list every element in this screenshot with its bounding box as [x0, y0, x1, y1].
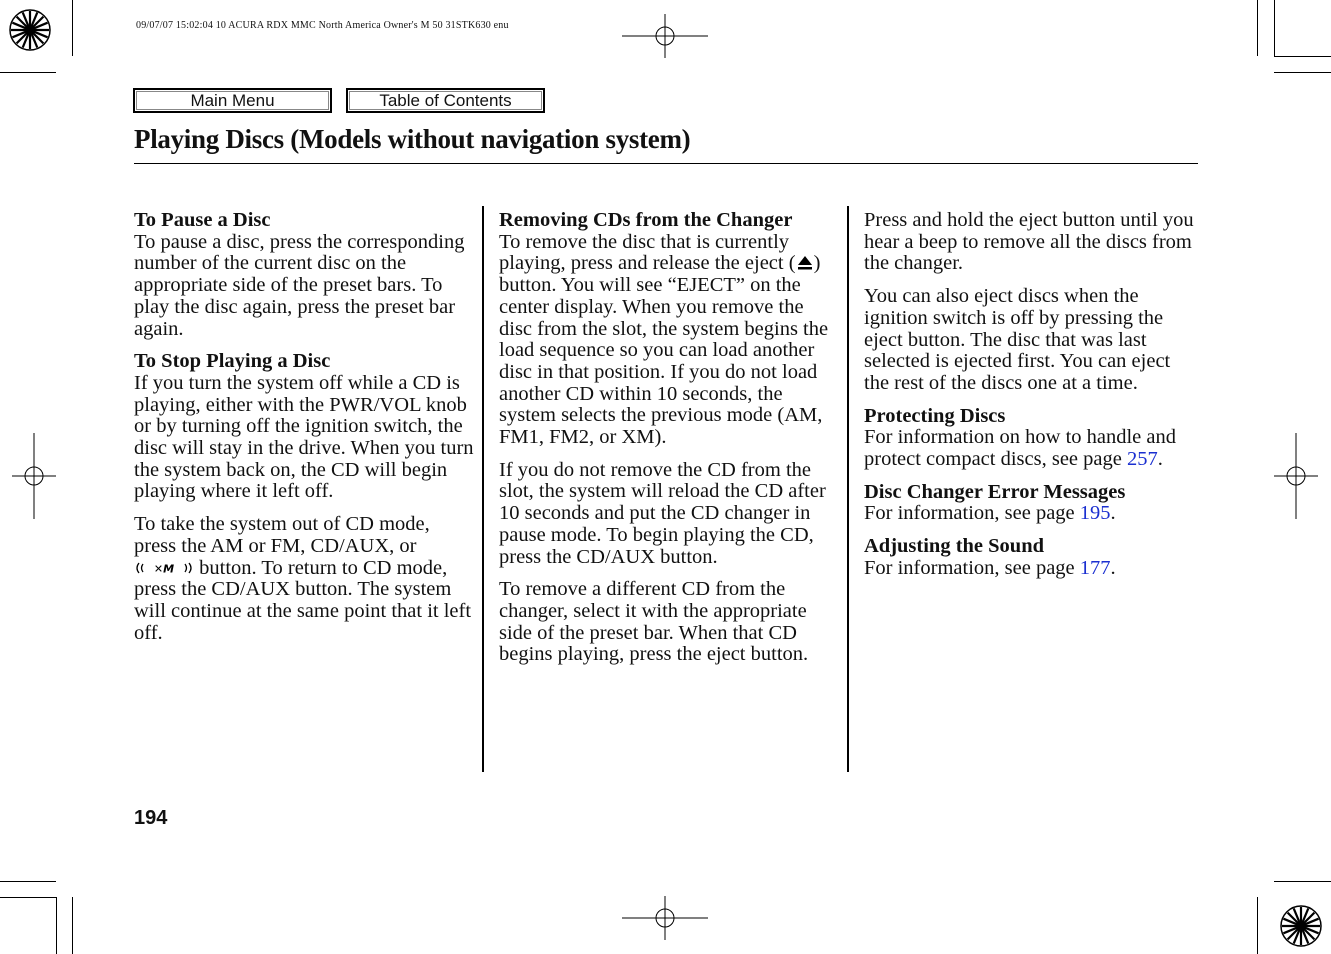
crop-line	[72, 897, 73, 954]
paragraph-text: To take the system out of CD mode, press the AM or FM, CD/AUX, or	[134, 513, 430, 557]
crop-line	[0, 72, 56, 73]
section-adjusting-sound	[864, 536, 1198, 579]
section-text	[864, 427, 1198, 470]
section-protecting-discs	[864, 406, 1198, 471]
section-error-messages	[864, 482, 1198, 525]
section-text	[864, 558, 1198, 580]
section-removing-cds	[499, 210, 834, 449]
section-text	[499, 232, 834, 449]
xm-radio-icon	[134, 558, 194, 580]
punctuation: .	[1157, 448, 1163, 471]
page-link-195[interactable]: 195	[1079, 502, 1111, 525]
svg-text:✕M: ✕M	[153, 562, 175, 575]
crop-line	[56, 897, 57, 954]
crop-line	[0, 881, 56, 882]
column-3	[864, 210, 1198, 591]
section-stop-disc	[134, 351, 474, 503]
paragraph-text: To remove the disc that is currently playing, press and release the eject (	[499, 230, 796, 275]
eject-icon	[796, 253, 814, 275]
crop-line	[72, 0, 73, 56]
section-text: If you turn the system off while a CD is playing, either with the PWR/VOL knob or by turning off the ignition switch, the disc will stay in the drive. When you turn the system back on, the CD will begin playing where it left off.	[134, 371, 474, 503]
punctuation: .	[1110, 556, 1116, 579]
eject-all-paragraph: Press and hold the eject button until you hear a beep to remove all the discs from the changer.	[864, 209, 1194, 275]
crosshair-mark-left	[12, 433, 56, 519]
reload-paragraph: If you do not remove the CD from the slot, the system will reload the CD after 10 seconds and put the CD changer in pause mode. To begin playing the CD, press the CD/AUX button.	[499, 458, 826, 568]
print-slug: 09/07/07 15:02:04 10 ACURA RDX MMC North America Owner's M 50 31STK630 enu	[136, 20, 509, 31]
column-divider	[482, 206, 484, 772]
table-of-contents-button[interactable]: Table of Contents	[346, 88, 545, 113]
paragraph-text: ) button. You will see “EJECT” on the center display. When you remove the disc from the slot, the system begins the load sequence so you can load another disc in that position. If you do not load another CD within 10 seconds, the system selects the previous mode (AM, FM1, FM2, or XM).	[499, 252, 829, 449]
crosshair-mark-top	[622, 14, 708, 58]
crop-line	[1257, 897, 1258, 954]
section-text	[864, 503, 1198, 525]
section-heading: Disc Changer Error Messages	[864, 480, 1126, 503]
punctuation: .	[1110, 502, 1116, 525]
cd-mode-paragraph	[134, 514, 474, 644]
section-heading: To Pause a Disc	[134, 209, 271, 231]
crop-line	[1274, 881, 1331, 882]
title-divider	[134, 163, 1198, 164]
page-link-177[interactable]: 177	[1079, 556, 1111, 579]
paragraph-text: For information, see page	[864, 502, 1080, 525]
crop-line	[1274, 72, 1331, 73]
section-text: To pause a disc, press the corresponding number of the current disc on the appropriate side of the preset bars. To play the disc again, press the preset bar again.	[134, 230, 465, 340]
page-number: 194	[134, 807, 168, 829]
page-link-257[interactable]: 257	[1126, 448, 1158, 471]
main-menu-button[interactable]: Main Menu	[133, 88, 332, 113]
crop-line	[1274, 56, 1331, 57]
column-1	[134, 210, 474, 655]
section-heading: Protecting Discs	[864, 404, 1006, 427]
ignition-off-paragraph: You can also eject discs when the ignition switch is off by pressing the eject button. The disc that was last selected is ejected first. You can eject the rest of the discs one at a time.	[864, 285, 1171, 394]
crosshair-mark-bottom	[622, 896, 708, 940]
different-cd-paragraph: To remove a different CD from the changer, select it with the appropriate side of the preset bar. When that CD begins playing, press the eject button.	[499, 578, 809, 666]
crop-line	[0, 897, 56, 898]
section-pause-disc	[134, 210, 474, 340]
column-divider	[847, 206, 849, 772]
crop-line	[1257, 0, 1258, 56]
paragraph-text: For information on how to handle and protect compact discs, see page	[864, 426, 1177, 471]
registration-mark-top-left	[0, 0, 60, 60]
paragraph-text: For information, see page	[864, 556, 1080, 579]
page-title: Playing Discs (Models without navigation system)	[134, 124, 691, 154]
section-heading: Adjusting the Sound	[864, 535, 1045, 558]
paragraph-text: button. To return to CD mode, press the CD/AUX button. The system will continue at the same point that it left off.	[134, 556, 472, 644]
registration-mark-bottom-right	[1271, 898, 1331, 954]
crop-line	[1274, 0, 1275, 56]
section-heading: To Stop Playing a Disc	[134, 350, 331, 373]
section-heading: Removing CDs from the Changer	[499, 209, 793, 231]
crosshair-mark-right	[1274, 433, 1318, 519]
column-2	[499, 210, 834, 677]
